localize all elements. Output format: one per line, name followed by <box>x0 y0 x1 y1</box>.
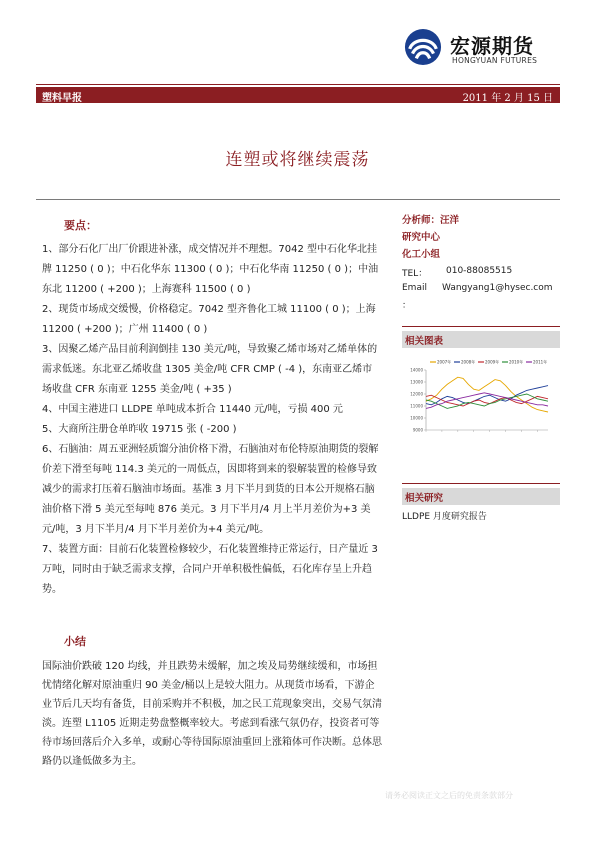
key-point-item: 5、大商所注册仓单昨收 19715 张 ( -200 ) <box>42 424 237 435</box>
chart-y-tick-label: 14000 <box>410 367 423 373</box>
chart-y-tick-label: 10000 <box>410 415 423 421</box>
disclaimer-footer: 请务必阅读正文之后的免责条款部分 <box>385 791 513 800</box>
research-section-rule <box>402 483 560 484</box>
key-point-item: 4、中国主港进口 LLDPE 单吨成本折合 11440 元/吨，亏损 400 元 <box>42 404 343 415</box>
email-value[interactable]: Wangyang1@hysec.com <box>442 283 553 293</box>
chart-legend-label: 2009年 <box>485 359 500 365</box>
chart-y-tick-label: 13000 <box>410 379 423 385</box>
chart-y-tick-label: 12000 <box>410 391 423 397</box>
chart-section-heading: 相关图表 <box>405 336 444 347</box>
key-point-item: 3、因聚乙烯产品目前利润倒挂 130 美元/吨，导致聚乙烯市场对乙烯单体的需求低迷。东北亚乙烯收盘 1305 美金/吨 CFR CMP ( -4 )，东南亚乙烯市场收盘 CFR 东南亚 1255 美金/吨 ( +35 ) <box>42 344 378 395</box>
related-research-item[interactable]: LLDPE 月度研究报告 <box>402 512 487 522</box>
chart-legend-label: 2007年 <box>437 359 452 365</box>
research-group: 化工小组 <box>402 249 441 260</box>
key-point-item: 1、部分石化厂出厂价跟进补涨，成交情况并不理想。7042 型中石化华北挂牌 11250 ( 0 )；中石化华东 11300 ( 0 )；中石化华南 11250 ( 0 )；中油东北 11200 ( +200 )；上海赛科 11500 ( 0 ) <box>42 244 379 295</box>
chart-y-tick-label: 9000 <box>412 427 423 433</box>
chart-legend-label: 2008年 <box>461 359 476 365</box>
email-label: Email <box>402 283 427 293</box>
key-points-list <box>42 240 382 600</box>
research-section-heading: 相关研究 <box>405 493 444 504</box>
key-point-item: 7、装置方面：目前石化装置检修较少，石化装置维持正常运行，日产量近 3 万吨，同时由于缺乏需求支撑，合同户开单积极性偏低，石化库存呈上升趋势。 <box>42 544 378 595</box>
report-title: 连塑或将继续震荡 <box>225 150 370 170</box>
chart-y-tick-label: 11000 <box>410 403 423 409</box>
key-point-item: 2、现货市场成交缓慢，价格稳定。7042 型齐鲁化工城 11100 ( 0 )；上海 11200 ( +200 )；广州 11400 ( 0 ) <box>42 304 376 335</box>
header-top-rule <box>36 84 560 85</box>
research-section-band <box>402 488 560 505</box>
tel-label: TEL： <box>402 269 428 279</box>
report-type: 塑料早报 <box>42 93 82 104</box>
chart-section-band <box>402 331 560 348</box>
summary-text: 国际油价跌破 120 均线，并且跌势未缓解，加之埃及局势继续缓和，市场担忧情绪化解对原油重归 90 美金/桶以上是较大阻力。从现货市场看，下游企业节后几天均有备货，目前采购并不积极，加之民工荒现象突出，交易气氛清淡。连塑 L1105 近期走势盘整概率较大。考虑到看涨气氛仍存，投资者可等待市场回落后介入多单，或耐心等待国际原油重回上涨箱体可作决断。总体思路仍以逢低做多为主。 <box>42 661 382 767</box>
title-divider <box>36 199 560 200</box>
hongyuan-logo-icon <box>404 28 442 66</box>
research-dept: 研究中心 <box>402 232 441 243</box>
summary-heading: 小结 <box>64 635 86 648</box>
price-comparison-chart <box>404 356 552 442</box>
tel-value: 010-88085515 <box>446 266 513 276</box>
chart-section-rule <box>402 326 560 327</box>
key-point-item: 6、石脑油：周五亚洲轻质馏分油价格下滑，石脑油对布伦特原油期货的裂解价差下滑至每吨 114.3 美元的一周低点，因即将到来的裂解装置的检修导致减少的需求打压着石脑油市场面。基准 3 月下半月到货的日本公开规格石脑油价格下滑 5 美元至每吨 876 美元。3 月下半月/4 月上半月差价为+3 美元/吨，3 月下半月/4 月下半月差价为+4 美元/吨。 <box>42 444 379 535</box>
key-points-heading: 要点： <box>64 219 97 232</box>
company-name-en: HONGYUAN FUTURES <box>452 56 538 65</box>
report-date: 2011 年 2 月 15 日 <box>462 93 553 104</box>
email-colon: ： <box>402 301 412 311</box>
chart-legend-label: 2011年 <box>533 359 548 365</box>
analyst-name: 分析师：汪洋 <box>402 215 460 226</box>
company-name-cn: 宏源期货 <box>450 34 534 58</box>
chart-legend-label: 2010年 <box>509 359 524 365</box>
